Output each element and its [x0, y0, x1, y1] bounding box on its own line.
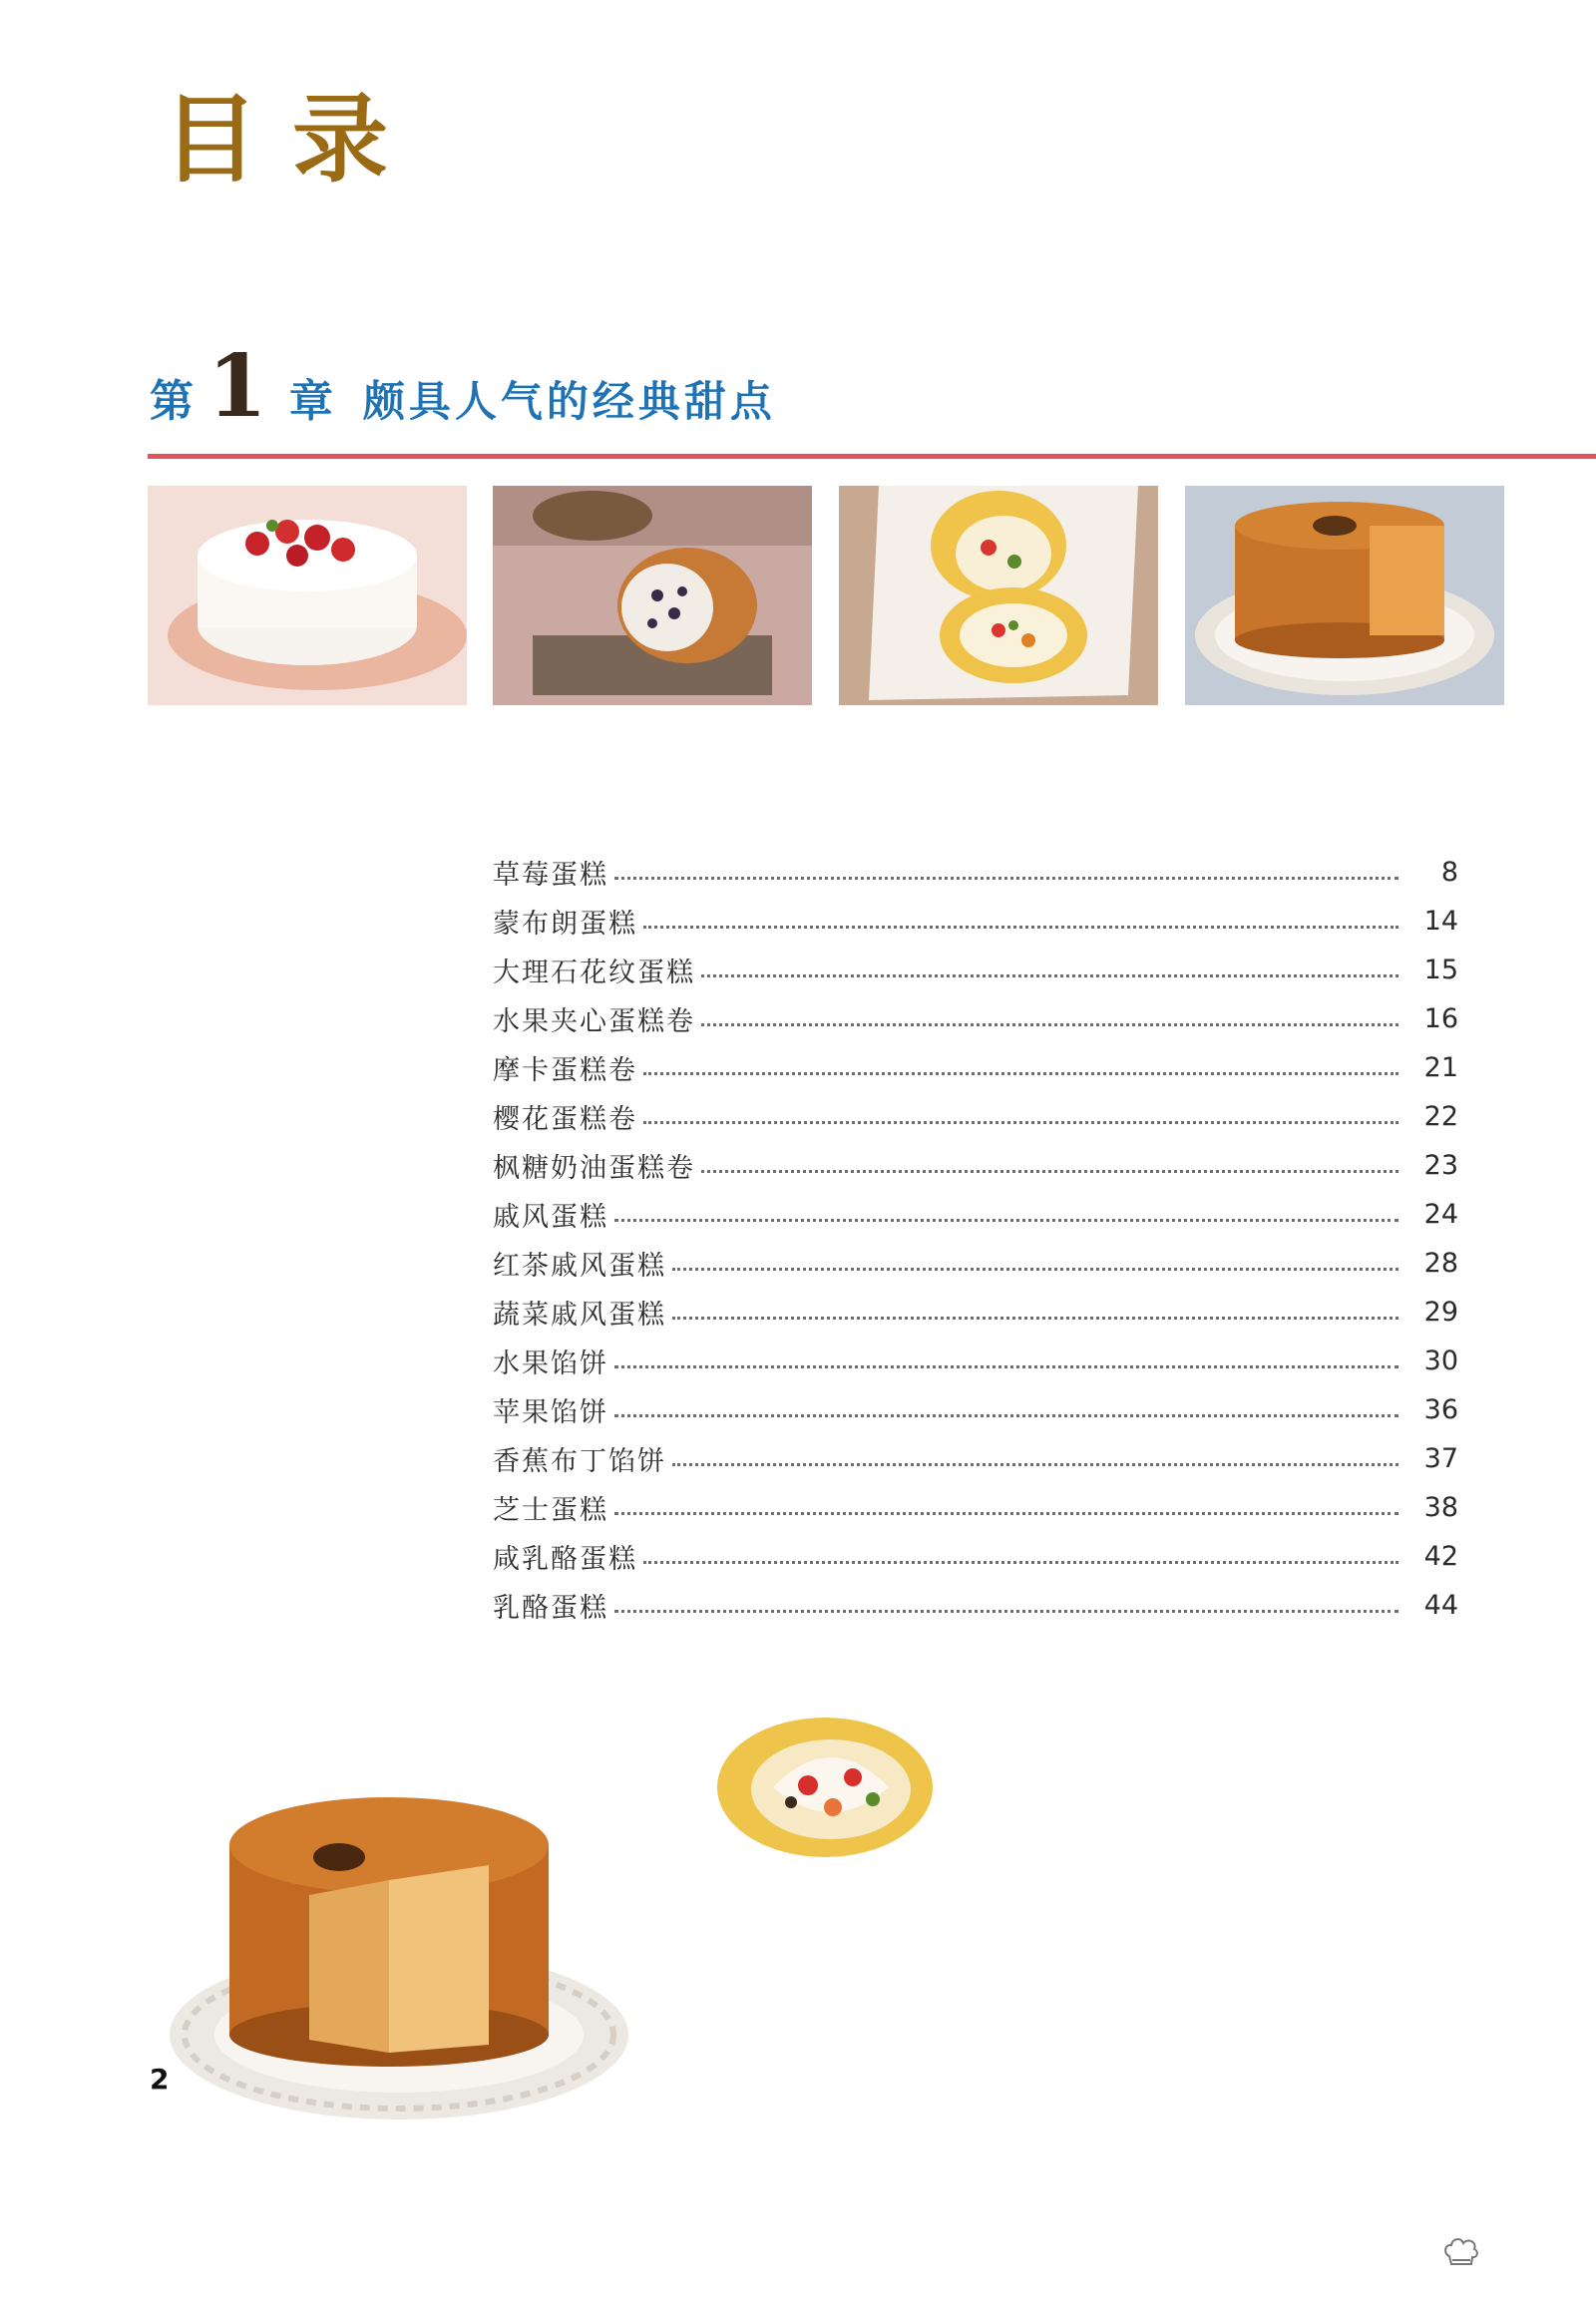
toc-leader: [672, 1268, 1398, 1271]
toc-leader: [614, 1512, 1398, 1515]
toc-leader: [701, 1023, 1398, 1026]
toc-leader: [672, 1463, 1398, 1466]
toc-entry[interactable]: [493, 1581, 1458, 1630]
chiffon-cake-image: [160, 1785, 628, 2124]
toc-entry-title: 水果馅饼: [493, 1348, 608, 1379]
toc-entry-title: 香蕉布丁馅饼: [493, 1446, 666, 1477]
toc-leader: [701, 974, 1398, 977]
toc-entry-title: 蔬菜戚风蛋糕: [493, 1300, 666, 1331]
chapter-suffix: 章: [288, 376, 333, 427]
toc-entry[interactable]: [493, 897, 1458, 946]
toc-entry[interactable]: [493, 1092, 1458, 1141]
strawberry-shortcake-photo: [148, 486, 467, 705]
toc-entry-page: 24: [1423, 1199, 1458, 1230]
toc-entry-page: 8: [1440, 857, 1458, 888]
table-of-contents: [493, 848, 1458, 1630]
toc-entry[interactable]: [493, 1239, 1458, 1288]
toc-leader: [614, 1414, 1398, 1417]
toc-entry[interactable]: [493, 1385, 1458, 1434]
toc-entry-title: 蒙布朗蛋糕: [493, 909, 637, 940]
toc-entry-title: 戚风蛋糕: [493, 1202, 608, 1233]
toc-entry-title: 大理石花纹蛋糕: [493, 958, 695, 988]
chapter-heading: [150, 336, 776, 437]
fruit-roll-photo: [839, 486, 1158, 705]
toc-entry-title: 乳酪蛋糕: [493, 1593, 608, 1624]
toc-leader: [672, 1317, 1398, 1320]
toc-entry[interactable]: [493, 946, 1458, 994]
toc-entry-page: 37: [1423, 1443, 1458, 1474]
toc-leader: [614, 877, 1398, 880]
toc-entry[interactable]: [493, 994, 1458, 1043]
toc-entry-page: 14: [1423, 906, 1458, 937]
toc-entry-page: 30: [1423, 1346, 1458, 1376]
toc-entry-page: 28: [1423, 1248, 1458, 1279]
toc-entry[interactable]: [493, 1043, 1458, 1092]
toc-entry-title: 草莓蛋糕: [493, 860, 608, 891]
toc-entry[interactable]: [493, 1141, 1458, 1190]
chapter-divider: [148, 454, 1596, 459]
toc-entry-page: 21: [1423, 1052, 1458, 1083]
toc-entry[interactable]: [493, 848, 1458, 897]
toc-entry-page: 23: [1423, 1150, 1458, 1181]
toc-leader: [614, 1365, 1398, 1368]
toc-leader: [643, 1121, 1398, 1124]
toc-leader: [701, 1170, 1398, 1173]
mocha-roll-photo: [493, 486, 812, 705]
page-number: 2: [150, 2063, 170, 2096]
chiffon-cake-photo: [1185, 486, 1504, 705]
chapter-prefix: 第: [150, 376, 194, 427]
chapter-name: 颇具人气的经典甜点: [362, 377, 776, 426]
toc-entry-page: 44: [1423, 1590, 1458, 1621]
toc-entry[interactable]: [493, 1288, 1458, 1337]
toc-leader: [614, 1219, 1398, 1222]
toc-entry-page: 38: [1423, 1492, 1458, 1523]
toc-entry-page: 42: [1423, 1541, 1458, 1572]
chapter-number: 1: [207, 336, 267, 437]
toc-entry-title: 摩卡蛋糕卷: [493, 1055, 637, 1086]
page-title: 目录: [163, 84, 422, 195]
toc-leader: [643, 926, 1398, 929]
toc-entry[interactable]: [493, 1434, 1458, 1483]
toc-leader: [643, 1072, 1398, 1075]
toc-entry-page: 22: [1423, 1101, 1458, 1132]
toc-entry-title: 芝士蛋糕: [493, 1495, 608, 1526]
photo-strip: [148, 486, 1504, 710]
fruit-roll-slice-image: [713, 1708, 938, 1859]
toc-entry-title: 咸乳酪蛋糕: [493, 1544, 637, 1575]
toc-entry[interactable]: [493, 1483, 1458, 1532]
chef-hat-icon: [1441, 2234, 1481, 2270]
toc-entry-title: 苹果馅饼: [493, 1397, 608, 1428]
toc-leader: [643, 1561, 1398, 1564]
toc-leader: [614, 1610, 1398, 1613]
toc-entry-title: 樱花蛋糕卷: [493, 1104, 637, 1135]
toc-entry-title: 水果夹心蛋糕卷: [493, 1006, 695, 1037]
toc-entry-page: 15: [1423, 955, 1458, 985]
toc-entry[interactable]: [493, 1190, 1458, 1239]
toc-entry[interactable]: [493, 1532, 1458, 1581]
toc-entry-title: 枫糖奶油蛋糕卷: [493, 1153, 695, 1184]
toc-entry-page: 29: [1423, 1297, 1458, 1328]
toc-entry[interactable]: [493, 1337, 1458, 1385]
toc-entry-title: 红茶戚风蛋糕: [493, 1251, 666, 1282]
toc-entry-page: 36: [1423, 1394, 1458, 1425]
toc-entry-page: 16: [1423, 1003, 1458, 1034]
